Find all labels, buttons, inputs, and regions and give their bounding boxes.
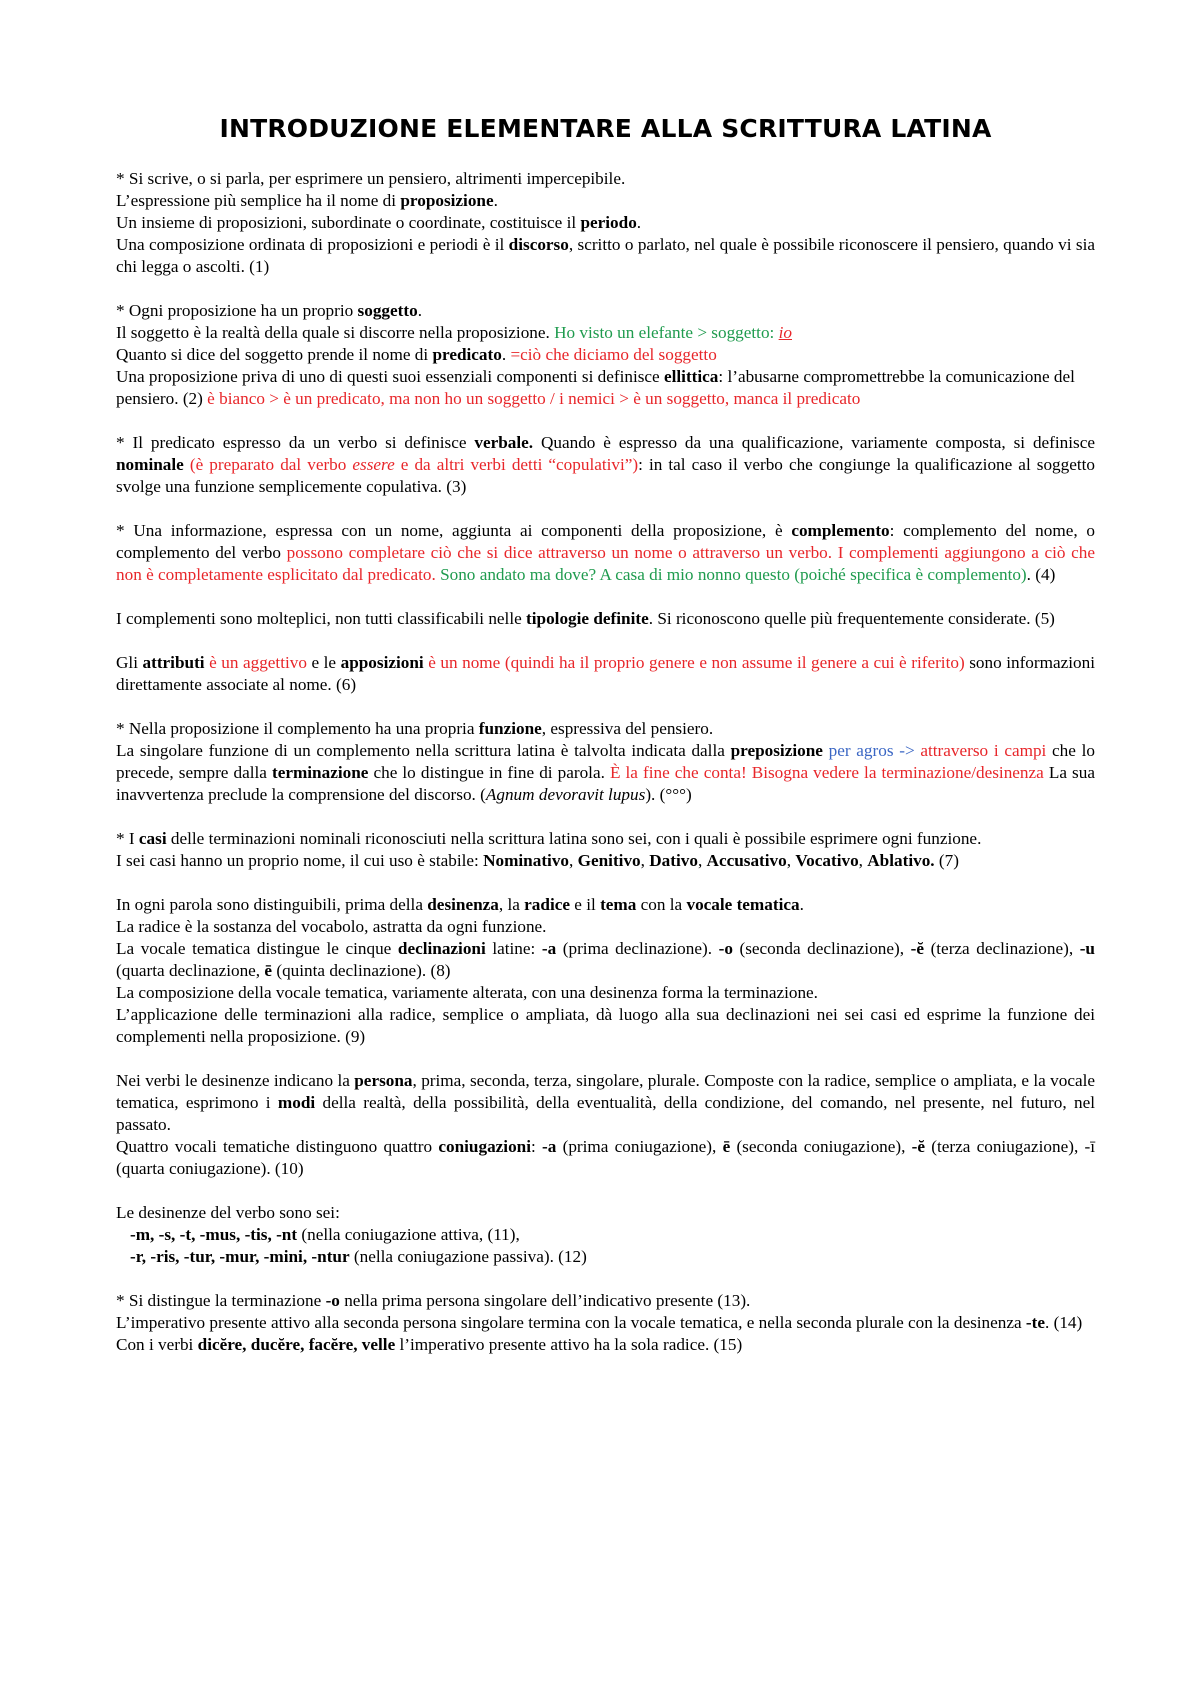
paragraph-2: * Ogni proposizione ha un proprio soggetto. Il soggetto è la realtà della quale si discorre nella proposizione. Ho visto un elefante > soggetto: io Quanto si dice del soggetto prende il nome di predicato. =ciò che diciamo del soggetto Una proposizione priva di uno di questi suoi essenziali componenti si definisce ellittica: l’abusarne compromettrebbe la comunicazione del pensiero. (2) è bianco > è un predicato, ma non ho un soggetto / i nemici > è un soggetto, manca il predicato (116, 301, 1075, 408)
annotation-red: possono completare ciò che si dice attraverso un nome o attraverso un verbo. I complementi aggiungono a ciò che non è completamente esplicitato dal predicato. (116, 543, 1095, 584)
annotation-red: È la fine che conta! Bisogna vedere la terminazione/desinenza (609, 763, 1044, 782)
paragraph-1: * Si scrive, o si parla, per esprimere un pensiero, altrimenti impercepibile. L’espressione più semplice ha il nome di proposizione. Un insieme di proposizioni, subordinate o coordinate, costituisce il periodo. Una composizione ordinata di proposizioni e periodi è il discorso, scritto o parlato, nel quale è possibile riconoscere il pensiero, quando vi sia chi legga o ascolti. (1) (116, 169, 1095, 276)
paragraph-6: Gli attributi è un aggettivo e le apposizioni è un nome (quindi ha il proprio genere e non assume il genere a cui è riferito) sono informazioni direttamente associate al nome. (6) (116, 653, 1095, 694)
annotation-red: è bianco > è un predicato, ma non ho un soggetto / i nemici > è un soggetto, manca il predicato (207, 389, 861, 408)
annotation-green: Ho visto un elefante > soggetto: (554, 323, 779, 342)
paragraph-7: * Nella proposizione il complemento ha una propria funzione, espressiva del pensiero. La singolare funzione di un complemento nella scrittura latina è talvolta indicata dalla preposizione per agros -> attraverso i campi che lo precede, sempre dalla terminazione che lo distingue in fine di parola. È la fine che conta! Bisogna vedere la terminazione/desinenza La sua inavvertenza preclude la comprensione del discorso. (Agnum devoravit lupus). (°°°) (116, 719, 1095, 804)
annotation-red: io (778, 323, 792, 342)
paragraph-5: I complementi sono molteplici, non tutti classificabili nelle tipologie definite. Si riconoscono quelle più frequentemente considerate. (5) (116, 609, 1055, 628)
annotation-green: Sono andato ma dove? A casa di mio nonno questo (poiché specifica è complemento) (440, 565, 1027, 584)
paragraph-8: * I casi delle terminazioni nominali riconosciuti nella scrittura latina sono sei, con i quali è possibile esprimere ogni funzione. I sei casi hanno un proprio nome, il cui uso è stabile: Nominativo, Genitivo, Dativo, Accusativo, Vocativo, Ablativo. (7) (116, 829, 982, 870)
annotation-red: =ciò che diciamo del soggetto (510, 345, 717, 364)
annotation-blue: per agros -> (822, 741, 915, 760)
paragraph-11: Le desinenze del verbo sono sei: -m, -s, -t, -mus, -tis, -nt (nella coniugazione attiva, (11), -r, -ris, -tur, -mur, -mini, -ntur (nella coniugazione passiva). (12) (116, 1203, 587, 1266)
document-body (116, 112, 1095, 1378)
page-title: INTRODUZIONE ELEMENTARE ALLA SCRITTURA LATINA (219, 114, 992, 143)
paragraph-9: In ogni parola sono distinguibili, prima della desinenza, la radice e il tema con la vocale tematica. La radice è la sostanza del vocabolo, astratta da ogni funzione. La vocale tematica distingue le cinque declinazioni latine: -a (prima declinazione). -o (seconda declinazione), -ĕ (terza declinazione), -u (quarta declinazione, ē (quinta declinazione). (8) La composizione della vocale tematica, variamente alterata, con una desinenza forma la terminazione. L’applicazione delle terminazioni alla radice, semplice o ampliata, dà luogo alla sua declinazioni nei sei casi ed esprime la funzione dei complementi nella proposizione. (9) (116, 895, 1095, 1046)
paragraph-4: * Una informazione, espressa con un nome, aggiunta ai componenti della proposizione, è complemento: complemento del nome, o complemento del verbo possono completare ciò che si dice attraverso un nome o attraverso un verbo. I complementi aggiungono a ciò che non è completamente esplicitato dal predicato. Sono andato ma dove? A casa di mio nonno questo (poiché specifica è complemento). (4) (116, 521, 1095, 584)
paragraph-12: * Si distingue la terminazione -o nella prima persona singolare dell’indicativo presente (13). L’imperativo presente attivo alla seconda persona singolare termina con la vocale tematica, e nella seconda plurale con la desinenza -te. (14) Con i verbi dicĕre, ducĕre, facĕre, velle l’imperativo presente attivo ha la sola radice. (15) (116, 1291, 1083, 1354)
paragraph-10: Nei verbi le desinenze indicano la persona, prima, seconda, terza, singolare, plurale. Composte con la radice, semplice o ampliata, e la vocale tematica, esprimono i modi della realtà, della possibilità, della eventualità, della condizione, del comando, nel presente, nel futuro, nel passato. Quattro vocali tematiche distinguono quattro coniugazioni: -a (prima coniugazione), ē (seconda coniugazione), -ĕ (terza coniugazione), -ī (quarta coniugazione). (10) (116, 1071, 1095, 1178)
paragraph-3: * Il predicato espresso da un verbo si definisce verbale. Quando è espresso da una qualificazione, variamente composta, si definisce nominale (è preparato dal verbo essere e da altri verbi detti “copulativi”): in tal caso il verbo che congiunge la qualificazione al soggetto svolge una funzione semplicemente copulativa. (3) (116, 433, 1096, 496)
